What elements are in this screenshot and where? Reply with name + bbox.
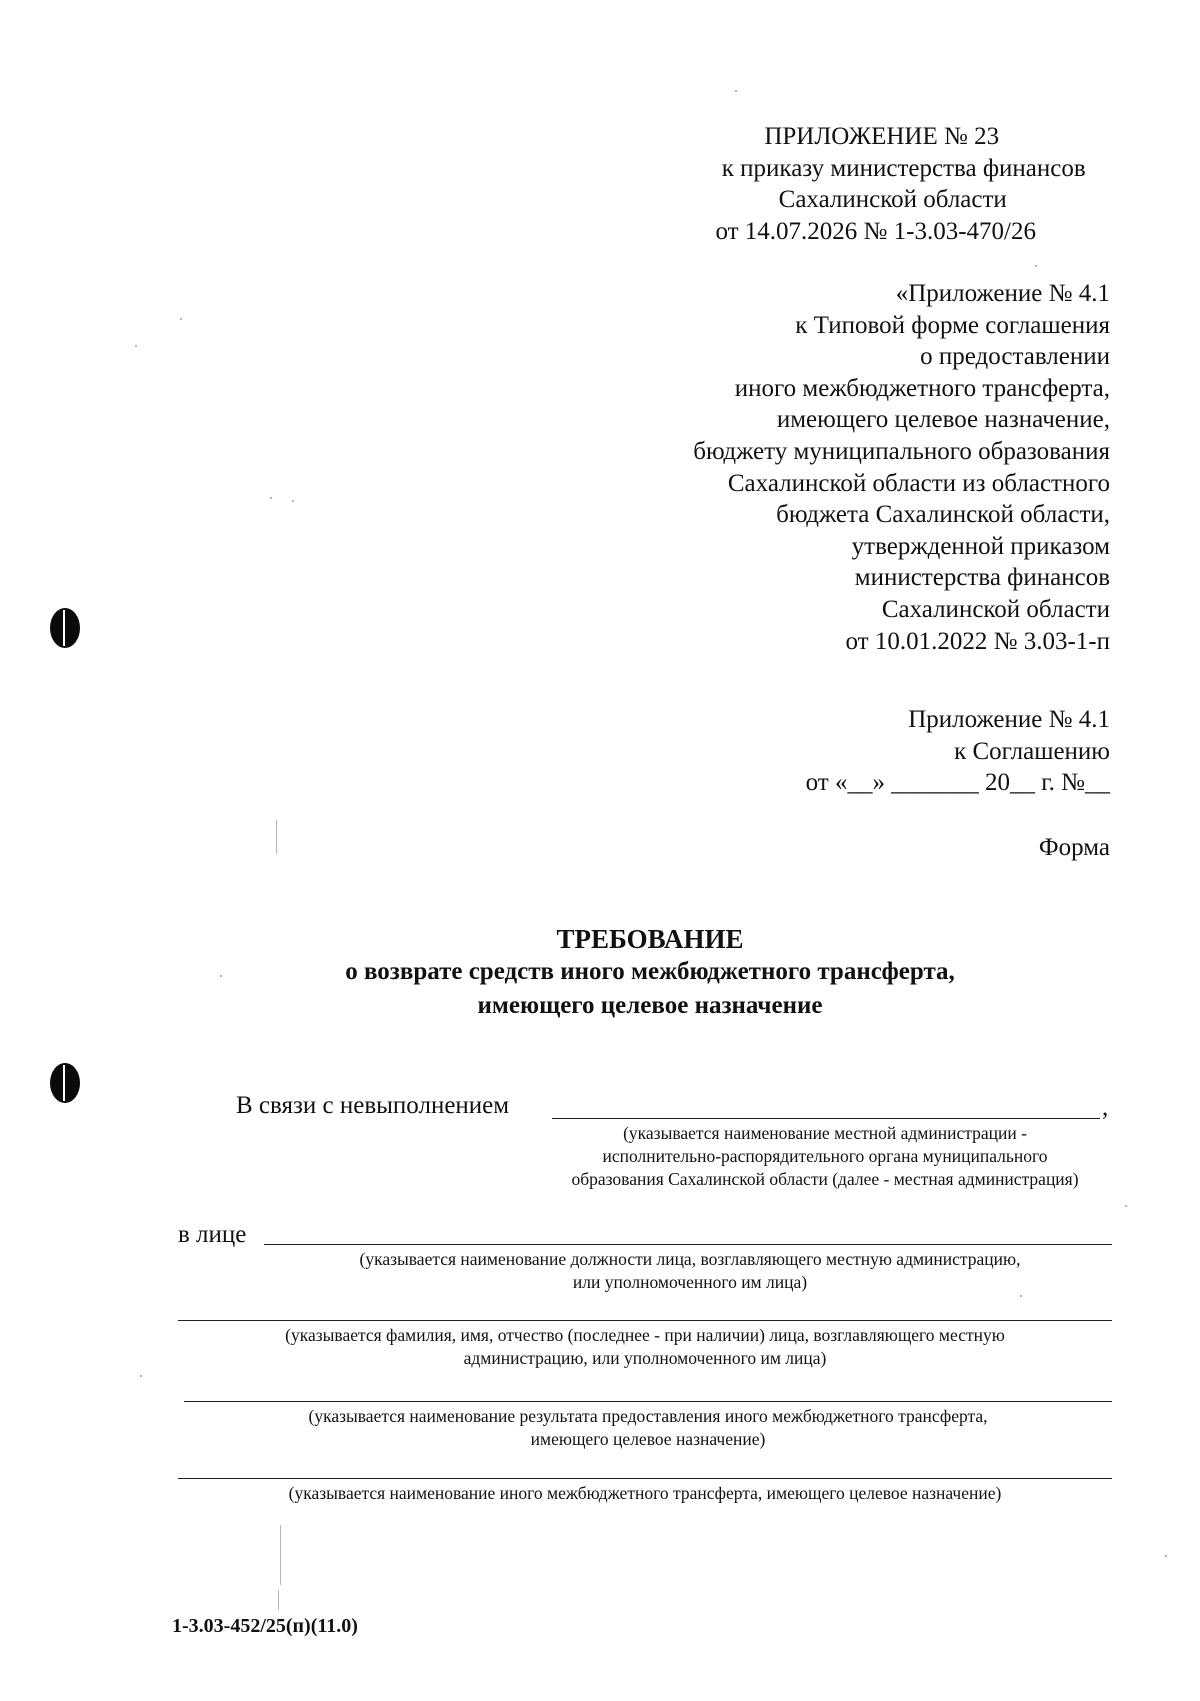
administration-hint: (указывается наименование местной администрации - исполнительно-распорядительного органа муниципального образования Сахалинской области (далее - местная администрация): [571, 1123, 1079, 1189]
typical-form-line: о предоставлении: [920, 343, 1110, 371]
person-label: в лице: [178, 1221, 247, 1248]
result-hint: (указывается наименование результата предоставления иного межбюджетного трансферта, имеющего целевое назначение): [308, 1406, 988, 1449]
position-hint: (указывается наименование должности лица, возглавляющего местную администрацию, или уполномоченного им лица): [359, 1249, 1021, 1292]
scan-speck: [735, 90, 737, 92]
scan-speck: [1165, 1555, 1167, 1557]
full-name-hint: (указывается фамилия, имя, отчество (последнее - при наличии) лица, возглавляющего местную администрацию, или уполномоченного им лица): [285, 1325, 1005, 1368]
scan-speck: [1035, 265, 1037, 267]
scan-speck: [292, 500, 294, 502]
agreement-appendix-number: Приложение № 4.1: [908, 706, 1110, 733]
result-field[interactable]: [184, 1401, 1112, 1402]
intro-label: В связи с невыполнением: [236, 1092, 510, 1119]
typical-form-line: министерства финансов: [854, 564, 1110, 592]
transfer-hint: (указывается наименование иного межбюджетного трансферта, имеющего целевое назначение): [288, 1483, 1002, 1503]
scan-mark: [280, 1525, 281, 1585]
document-subtitle-line2: имеющего целевое назначение: [477, 992, 823, 1019]
scan-speck: [135, 345, 137, 347]
scan-speck: [1125, 1205, 1127, 1207]
scan-speck: [180, 318, 182, 320]
scan-speck: [270, 497, 272, 499]
position-field[interactable]: [264, 1244, 1112, 1245]
scan-mark: [276, 820, 277, 854]
transfer-name-field[interactable]: [178, 1478, 1112, 1479]
order-appendix-header: [715, 121, 1086, 247]
typical-form-line: бюджета Сахалинской области,: [776, 501, 1110, 529]
scan-speck: [1020, 1295, 1022, 1297]
document-code: 1-3.03-452/25(п)(11.0): [172, 1615, 358, 1637]
order-date-number: от 14.07.2026 № 1-3.03-470/26: [715, 217, 1036, 245]
order-reference: к приказу министерства финансов: [721, 154, 1086, 182]
typical-form-header: [693, 278, 1110, 657]
agreement-appendix-header: [806, 704, 1110, 799]
typical-form-line: от 10.01.2022 № 3.03-1-п: [845, 627, 1110, 655]
appendix-number: ПРИЛОЖЕНИЕ № 23: [764, 123, 1000, 150]
full-name-field[interactable]: [178, 1320, 1112, 1321]
agreement-reference: к Соглашению: [954, 737, 1110, 765]
region-name: Сахалинской области: [778, 186, 1007, 214]
punch-hole-top: [50, 608, 80, 648]
typical-form-line: к Типовой форме соглашения: [795, 311, 1110, 339]
typical-form-line: Сахалинской области: [881, 595, 1110, 623]
typical-form-line: «Приложение № 4.1: [895, 280, 1110, 307]
scan-speck: [140, 1375, 142, 1377]
typical-form-line: бюджету муниципального образования: [693, 437, 1110, 465]
typical-form-line: иного межбюджетного трансферта,: [734, 374, 1110, 402]
agreement-date-placeholder: от «__» _______ 20__ г. №__: [805, 769, 1110, 797]
punch-hole-bottom: [50, 1063, 80, 1103]
document-title: ТРЕБОВАНИЕ: [556, 924, 744, 954]
administration-name-field[interactable]: [552, 1118, 1100, 1119]
typical-form-line: Сахалинской области из областного: [727, 469, 1110, 497]
intro-comma: ,: [1102, 1094, 1109, 1121]
typical-form-line: утвержденной приказом: [851, 532, 1110, 560]
form-label: Форма: [1038, 834, 1110, 861]
typical-form-line: имеющего целевое назначение,: [776, 406, 1110, 434]
scan-mark: [278, 1590, 279, 1610]
document-subtitle-line1: о возврате средств иного межбюджетного трансферта,: [345, 958, 955, 985]
